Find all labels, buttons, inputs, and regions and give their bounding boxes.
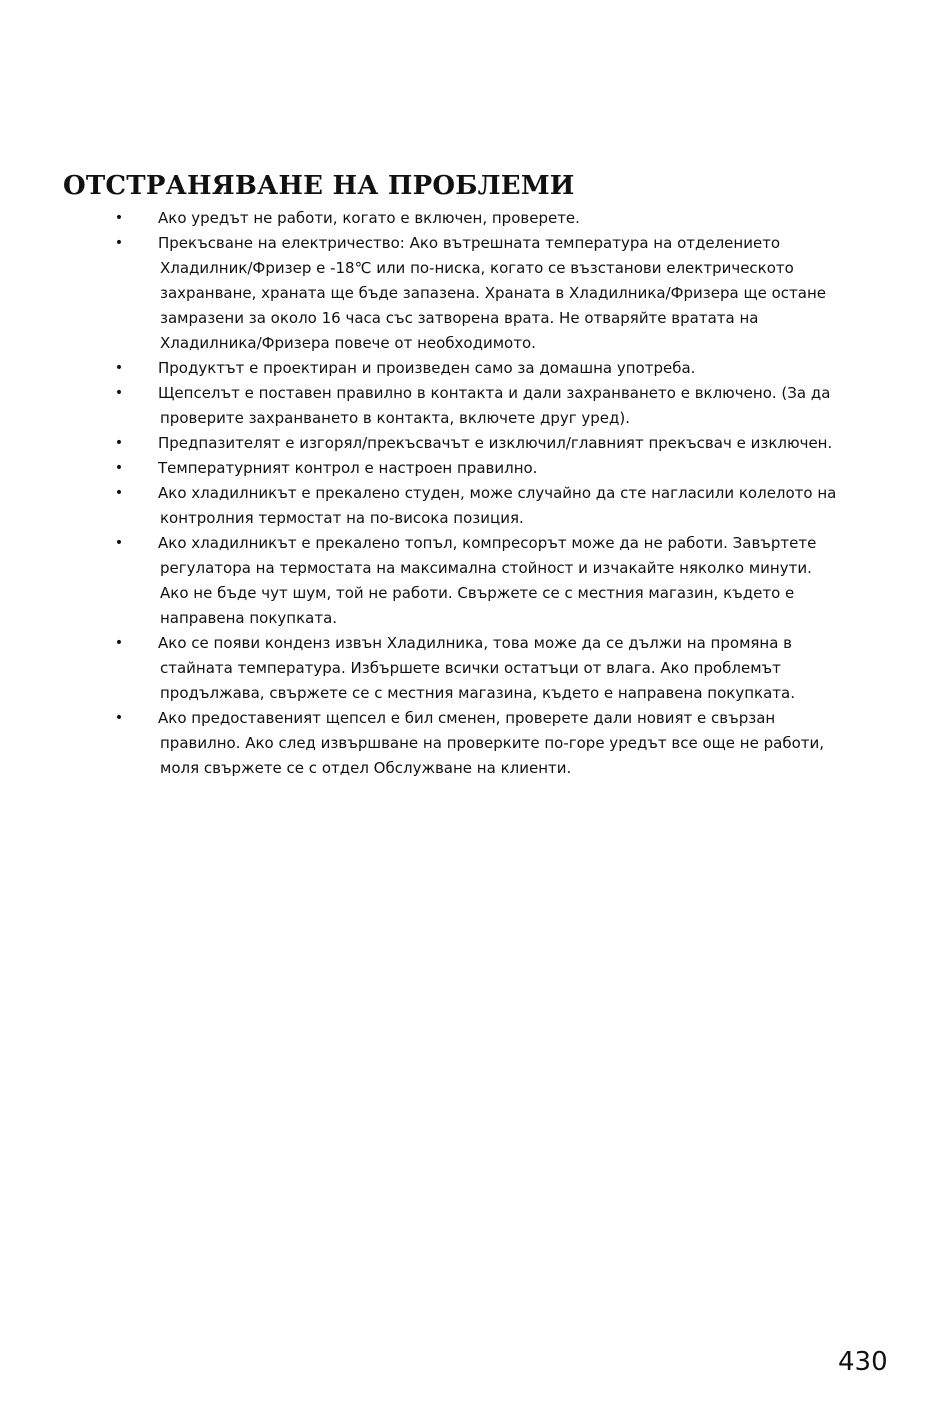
list-item-text-line: контролния термостат на по-висока позиция.	[160, 509, 524, 527]
list-item	[0, 631, 950, 706]
list-item-text-line: Ако хладилникът е прекалено топъл, компресорът може да не работи. Завъртете	[158, 534, 817, 552]
list-item-text-line: стайната температура. Избършете всички остатъци от влага. Ако проблемът	[160, 659, 781, 677]
list-item-text-line: Продуктът е проектиран и произведен само за домашна употреба.	[158, 359, 696, 377]
bullet-icon: •	[114, 385, 124, 401]
list-item-text-line: Температурният контрол е настроен правилно.	[158, 459, 538, 477]
bullet-icon: •	[114, 710, 124, 726]
bullet-icon: •	[114, 360, 124, 376]
list-item-text-line: Хладилника/Фризера повече от необходимото.	[160, 334, 536, 352]
list-item	[0, 481, 950, 531]
list-item	[0, 531, 950, 631]
list-item-text-line: замразени за около 16 часа със затворена врата. Не отваряйте вратата на	[160, 309, 759, 327]
page-title: ОТСТРАНЯВАНЕ НА ПРОБЛЕМИ	[63, 171, 575, 201]
bullet-icon: •	[114, 235, 124, 251]
list-item-text-line: Прекъсване на електричество: Ако вътрешната температура на отделението	[158, 234, 781, 252]
list-item-text-line: захранване, храната ще бъде запазена. Храната в Хладилника/Фризера ще остане	[160, 284, 827, 302]
list-item-text-line: Ако не бъде чут шум, той не работи. Свържете се с местния магазин, където е	[160, 584, 795, 602]
bullet-icon: •	[114, 435, 124, 451]
list-item	[0, 706, 950, 781]
list-item-text-line: Ако предоставеният щепсел е бил сменен, проверете дали новият е свързан	[158, 709, 776, 727]
list-item-text-line: направена покупката.	[160, 609, 338, 627]
list-item-text-line: Щепселът е поставен правилно в контакта и дали захранването е включено. (За да	[158, 384, 831, 402]
list-item-text-line: Ако се появи конденз извън Хладилника, това може да се дължи на промяна в	[158, 634, 793, 652]
list-item	[0, 456, 950, 481]
bullet-icon: •	[114, 210, 124, 226]
list-item-text-line: проверите захранването в контакта, включете друг уред).	[160, 409, 630, 427]
bullet-icon: •	[114, 460, 124, 476]
list-item-text-line: продължава, свържете се с местния магазина, където е направена покупката.	[160, 684, 795, 702]
list-item	[0, 231, 950, 356]
troubleshooting-list	[0, 206, 950, 781]
list-item-text-line: моля свържете се с отдел Обслужване на клиенти.	[160, 759, 572, 777]
list-item	[0, 381, 950, 431]
list-item-text-line: регулатора на термостата на максимална стойност и изчакайте няколко минути.	[160, 559, 812, 577]
list-item-text-line: правилно. Ако след извършване на проверките по-горе уредът все още не работи,	[160, 734, 824, 752]
page-number: 430	[838, 1347, 888, 1377]
bullet-icon: •	[114, 535, 124, 551]
list-item	[0, 431, 950, 456]
list-item	[0, 206, 950, 231]
list-item	[0, 356, 950, 381]
list-item-text-line: Ако хладилникът е прекалено студен, може случайно да сте нагласили колелото на	[158, 484, 837, 502]
list-item-text-line: Ако уредът не работи, когато е включен, проверете.	[158, 209, 580, 227]
list-item-text-line: Предпазителят е изгорял/прекъсвачът е изключил/главният прекъсвач е изключен.	[158, 434, 833, 452]
list-item-text-line: Хладилник/Фризер е -18℃ или по-ниска, когато се възстанови електрическото	[160, 259, 794, 277]
bullet-icon: •	[114, 485, 124, 501]
bullet-icon: •	[114, 635, 124, 651]
